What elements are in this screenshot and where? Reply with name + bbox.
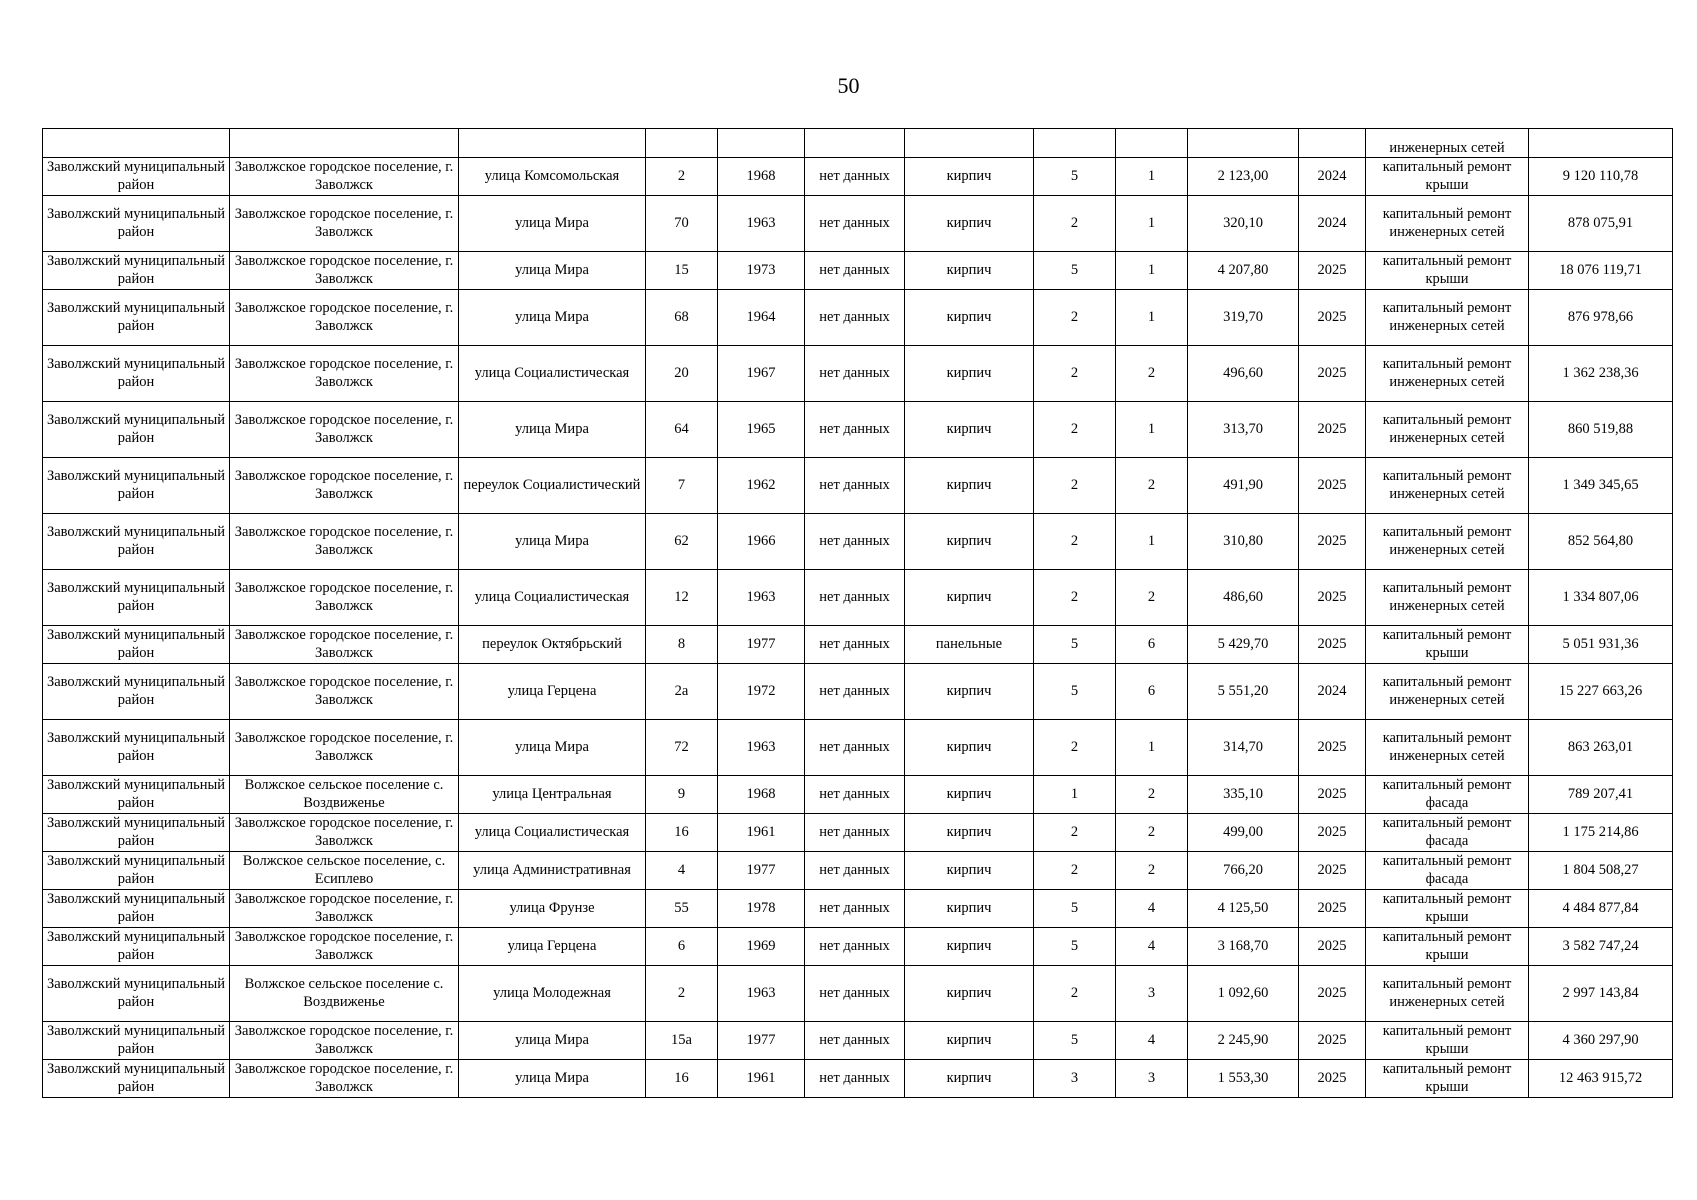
- cell-settlement: Волжское сельское поселение с. Воздвиженье: [230, 776, 459, 814]
- table-row: [43, 346, 1673, 402]
- cell-house: 72: [646, 720, 718, 776]
- cell-walls: кирпич: [905, 514, 1034, 570]
- cell-walls: кирпич: [905, 290, 1034, 346]
- cell-work: капитальный ремонт крыши: [1366, 626, 1529, 664]
- cell-street: улица Фрунзе: [459, 890, 646, 928]
- table-body: [43, 129, 1673, 1098]
- table-row: [43, 890, 1673, 928]
- cell-floors: 5: [1034, 928, 1116, 966]
- cell-floors: 5: [1034, 664, 1116, 720]
- cell-house: 62: [646, 514, 718, 570]
- cell-area: 5 429,70: [1188, 626, 1299, 664]
- cell-floors: 2: [1034, 570, 1116, 626]
- cell-district: Заволжский муниципальный район: [43, 570, 230, 626]
- cell-work: капитальный ремонт инженерных сетей: [1366, 966, 1529, 1022]
- cell-year-built: [718, 129, 805, 158]
- cell-cost: 18 076 119,71: [1529, 252, 1673, 290]
- cell-area: 5 551,20: [1188, 664, 1299, 720]
- cell-area: 320,10: [1188, 196, 1299, 252]
- table-row: [43, 514, 1673, 570]
- cell-walls: кирпич: [905, 196, 1034, 252]
- cell-year-repair: нет данных: [805, 196, 905, 252]
- cell-walls: панельные: [905, 626, 1034, 664]
- cell-floors: 3: [1034, 1060, 1116, 1098]
- cell-settlement: Волжское сельское поселение с. Воздвиженье: [230, 966, 459, 1022]
- cell-year-built: 1967: [718, 346, 805, 402]
- cell-year-built: 1966: [718, 514, 805, 570]
- cell-year: 2025: [1299, 252, 1366, 290]
- cell-settlement: Заволжское городское поселение, г. Заволжск: [230, 664, 459, 720]
- cell-year-built: 1977: [718, 1022, 805, 1060]
- cell-year-repair: нет данных: [805, 928, 905, 966]
- cell-entrances: [1116, 129, 1188, 158]
- cell-area: [1188, 129, 1299, 158]
- cell-cost: 15 227 663,26: [1529, 664, 1673, 720]
- cell-year: 2025: [1299, 1060, 1366, 1098]
- cell-area: 2 123,00: [1188, 158, 1299, 196]
- cell-year: 2025: [1299, 776, 1366, 814]
- cell-settlement: Заволжское городское поселение, г. Заволжск: [230, 928, 459, 966]
- table-row: [43, 664, 1673, 720]
- cell-settlement: Заволжское городское поселение, г. Заволжск: [230, 252, 459, 290]
- cell-street: улица Социалистическая: [459, 346, 646, 402]
- cell-work: капитальный ремонт крыши: [1366, 252, 1529, 290]
- cell-year-built: 1963: [718, 570, 805, 626]
- cell-area: 499,00: [1188, 814, 1299, 852]
- cell-street: улица Мира: [459, 514, 646, 570]
- cell-district: Заволжский муниципальный район: [43, 196, 230, 252]
- cell-year: 2025: [1299, 402, 1366, 458]
- cell-walls: кирпич: [905, 966, 1034, 1022]
- cell-work: капитальный ремонт крыши: [1366, 158, 1529, 196]
- cell-year-built: 1969: [718, 928, 805, 966]
- cell-year-built: 1964: [718, 290, 805, 346]
- cell-street: улица Мира: [459, 290, 646, 346]
- table-row: [43, 129, 1673, 158]
- cell-floors: 2: [1034, 196, 1116, 252]
- cell-year-repair: нет данных: [805, 252, 905, 290]
- cell-area: 491,90: [1188, 458, 1299, 514]
- cell-floors: 2: [1034, 720, 1116, 776]
- cell-year-built: 1978: [718, 890, 805, 928]
- cell-entrances: 1: [1116, 158, 1188, 196]
- cell-house: 16: [646, 814, 718, 852]
- cell-work: капитальный ремонт крыши: [1366, 928, 1529, 966]
- cell-street: улица Мира: [459, 1060, 646, 1098]
- cell-floors: 2: [1034, 290, 1116, 346]
- cell-year-repair: нет данных: [805, 664, 905, 720]
- cell-cost: 3 582 747,24: [1529, 928, 1673, 966]
- table-row: [43, 814, 1673, 852]
- cell-walls: кирпич: [905, 664, 1034, 720]
- cell-settlement: Заволжское городское поселение, г. Заволжск: [230, 570, 459, 626]
- cell-work: капитальный ремонт инженерных сетей: [1366, 458, 1529, 514]
- cell-area: 4 125,50: [1188, 890, 1299, 928]
- cell-street: улица Мира: [459, 720, 646, 776]
- cell-settlement: Заволжское городское поселение, г. Заволжск: [230, 626, 459, 664]
- cell-settlement: Заволжское городское поселение, г. Заволжск: [230, 402, 459, 458]
- cell-year-repair: нет данных: [805, 402, 905, 458]
- cell-work: капитальный ремонт инженерных сетей: [1366, 196, 1529, 252]
- cell-area: 496,60: [1188, 346, 1299, 402]
- cell-settlement: Заволжское городское поселение, г. Заволжск: [230, 346, 459, 402]
- cell-walls: кирпич: [905, 346, 1034, 402]
- cell-entrances: 6: [1116, 664, 1188, 720]
- cell-district: Заволжский муниципальный район: [43, 1022, 230, 1060]
- table-row: [43, 626, 1673, 664]
- cell-district: Заволжский муниципальный район: [43, 402, 230, 458]
- cell-floors: 1: [1034, 776, 1116, 814]
- cell-cost: 1 334 807,06: [1529, 570, 1673, 626]
- cell-entrances: 2: [1116, 776, 1188, 814]
- cell-year-repair: нет данных: [805, 776, 905, 814]
- cell-cost: 1 175 214,86: [1529, 814, 1673, 852]
- cell-work: капитальный ремонт крыши: [1366, 1022, 1529, 1060]
- cell-work: инженерных сетей: [1366, 129, 1529, 158]
- cell-year: 2025: [1299, 814, 1366, 852]
- cell-house: 9: [646, 776, 718, 814]
- cell-entrances: 1: [1116, 514, 1188, 570]
- cell-floors: 2: [1034, 402, 1116, 458]
- cell-street: [459, 129, 646, 158]
- cell-year-built: 1961: [718, 1060, 805, 1098]
- cell-house: 2: [646, 158, 718, 196]
- cell-entrances: 1: [1116, 196, 1188, 252]
- cell-year-repair: нет данных: [805, 890, 905, 928]
- cell-house: 12: [646, 570, 718, 626]
- cell-year-repair: нет данных: [805, 458, 905, 514]
- table-row: [43, 1022, 1673, 1060]
- cell-street: улица Административная: [459, 852, 646, 890]
- cell-street: улица Центральная: [459, 776, 646, 814]
- cell-area: 319,70: [1188, 290, 1299, 346]
- cell-district: Заволжский муниципальный район: [43, 158, 230, 196]
- cell-settlement: Заволжское городское поселение, г. Заволжск: [230, 814, 459, 852]
- cell-house: 64: [646, 402, 718, 458]
- cell-settlement: Волжское сельское поселение, с. Есиплево: [230, 852, 459, 890]
- cell-work: капитальный ремонт инженерных сетей: [1366, 290, 1529, 346]
- cell-house: 7: [646, 458, 718, 514]
- cell-cost: 2 997 143,84: [1529, 966, 1673, 1022]
- cell-cost: 9 120 110,78: [1529, 158, 1673, 196]
- cell-floors: 5: [1034, 158, 1116, 196]
- cell-entrances: 2: [1116, 814, 1188, 852]
- cell-house: 70: [646, 196, 718, 252]
- cell-year-repair: нет данных: [805, 158, 905, 196]
- cell-work: капитальный ремонт инженерных сетей: [1366, 402, 1529, 458]
- cell-entrances: 3: [1116, 1060, 1188, 1098]
- cell-work: капитальный ремонт фасада: [1366, 776, 1529, 814]
- cell-year-repair: нет данных: [805, 290, 905, 346]
- cell-settlement: Заволжское городское поселение, г. Заволжск: [230, 458, 459, 514]
- cell-street: улица Герцена: [459, 928, 646, 966]
- cell-year: 2025: [1299, 290, 1366, 346]
- cell-street: улица Мира: [459, 1022, 646, 1060]
- cell-walls: кирпич: [905, 158, 1034, 196]
- cell-entrances: 1: [1116, 252, 1188, 290]
- cell-settlement: Заволжское городское поселение, г. Заволжск: [230, 196, 459, 252]
- cell-work: капитальный ремонт крыши: [1366, 1060, 1529, 1098]
- cell-cost: 789 207,41: [1529, 776, 1673, 814]
- cell-year-built: 1962: [718, 458, 805, 514]
- cell-cost: [1529, 129, 1673, 158]
- cell-walls: кирпич: [905, 1022, 1034, 1060]
- cell-year: 2025: [1299, 458, 1366, 514]
- cell-settlement: Заволжское городское поселение, г. Заволжск: [230, 290, 459, 346]
- cell-district: Заволжский муниципальный район: [43, 664, 230, 720]
- cell-district: Заволжский муниципальный район: [43, 626, 230, 664]
- cell-work: капитальный ремонт инженерных сетей: [1366, 570, 1529, 626]
- cell-walls: кирпич: [905, 890, 1034, 928]
- cell-district: Заволжский муниципальный район: [43, 290, 230, 346]
- cell-district: Заволжский муниципальный район: [43, 814, 230, 852]
- cell-year: 2024: [1299, 664, 1366, 720]
- cell-entrances: 3: [1116, 966, 1188, 1022]
- cell-district: Заволжский муниципальный район: [43, 852, 230, 890]
- cell-area: 1 092,60: [1188, 966, 1299, 1022]
- cell-year-built: 1977: [718, 852, 805, 890]
- table-row: [43, 570, 1673, 626]
- cell-street: улица Герцена: [459, 664, 646, 720]
- cell-area: 486,60: [1188, 570, 1299, 626]
- cell-district: Заволжский муниципальный район: [43, 346, 230, 402]
- cell-cost: 4 484 877,84: [1529, 890, 1673, 928]
- cell-entrances: 2: [1116, 458, 1188, 514]
- cell-year: 2025: [1299, 626, 1366, 664]
- cell-entrances: 4: [1116, 1022, 1188, 1060]
- cell-year-repair: нет данных: [805, 346, 905, 402]
- cell-floors: 5: [1034, 890, 1116, 928]
- cell-entrances: 1: [1116, 720, 1188, 776]
- cell-floors: 2: [1034, 346, 1116, 402]
- cell-work: капитальный ремонт крыши: [1366, 890, 1529, 928]
- cell-year-repair: нет данных: [805, 626, 905, 664]
- cell-entrances: 1: [1116, 402, 1188, 458]
- cell-year-repair: нет данных: [805, 814, 905, 852]
- cell-house: 68: [646, 290, 718, 346]
- cell-floors: 2: [1034, 514, 1116, 570]
- cell-settlement: Заволжское городское поселение, г. Заволжск: [230, 514, 459, 570]
- table-row: [43, 1060, 1673, 1098]
- cell-district: Заволжский муниципальный район: [43, 890, 230, 928]
- cell-house: 2: [646, 966, 718, 1022]
- housing-repair-table: [42, 128, 1673, 1098]
- cell-house: 15: [646, 252, 718, 290]
- cell-house: 6: [646, 928, 718, 966]
- cell-area: 3 168,70: [1188, 928, 1299, 966]
- cell-street: улица Молодежная: [459, 966, 646, 1022]
- cell-floors: 2: [1034, 458, 1116, 514]
- cell-year-repair: нет данных: [805, 852, 905, 890]
- cell-street: улица Мира: [459, 402, 646, 458]
- cell-floors: [1034, 129, 1116, 158]
- cell-area: 335,10: [1188, 776, 1299, 814]
- cell-year: 2025: [1299, 720, 1366, 776]
- cell-street: улица Социалистическая: [459, 814, 646, 852]
- cell-cost: 860 519,88: [1529, 402, 1673, 458]
- table-row: [43, 158, 1673, 196]
- cell-cost: 1 362 238,36: [1529, 346, 1673, 402]
- cell-street: переулок Октябрьский: [459, 626, 646, 664]
- cell-floors: 2: [1034, 966, 1116, 1022]
- cell-work: капитальный ремонт инженерных сетей: [1366, 720, 1529, 776]
- cell-entrances: 2: [1116, 570, 1188, 626]
- cell-entrances: 6: [1116, 626, 1188, 664]
- cell-floors: 2: [1034, 814, 1116, 852]
- cell-work: капитальный ремонт фасада: [1366, 852, 1529, 890]
- cell-area: 314,70: [1188, 720, 1299, 776]
- cell-house: 4: [646, 852, 718, 890]
- cell-house: 16: [646, 1060, 718, 1098]
- cell-entrances: 2: [1116, 346, 1188, 402]
- cell-year-built: 1973: [718, 252, 805, 290]
- table-row: [43, 720, 1673, 776]
- cell-area: 4 207,80: [1188, 252, 1299, 290]
- cell-year-built: 1968: [718, 776, 805, 814]
- cell-walls: кирпич: [905, 720, 1034, 776]
- cell-area: 313,70: [1188, 402, 1299, 458]
- table-row: [43, 928, 1673, 966]
- cell-cost: 876 978,66: [1529, 290, 1673, 346]
- cell-floors: 5: [1034, 626, 1116, 664]
- table-row: [43, 196, 1673, 252]
- cell-district: Заволжский муниципальный район: [43, 720, 230, 776]
- cell-year: 2025: [1299, 966, 1366, 1022]
- table-row: [43, 402, 1673, 458]
- cell-street: улица Комсомольская: [459, 158, 646, 196]
- cell-settlement: Заволжское городское поселение, г. Заволжск: [230, 158, 459, 196]
- cell-house: 55: [646, 890, 718, 928]
- cell-cost: 5 051 931,36: [1529, 626, 1673, 664]
- cell-entrances: 4: [1116, 890, 1188, 928]
- cell-district: [43, 129, 230, 158]
- cell-year: [1299, 129, 1366, 158]
- cell-area: 2 245,90: [1188, 1022, 1299, 1060]
- cell-year-built: 1963: [718, 196, 805, 252]
- cell-walls: кирпич: [905, 1060, 1034, 1098]
- table-row: [43, 966, 1673, 1022]
- cell-year: 2025: [1299, 514, 1366, 570]
- cell-walls: кирпич: [905, 814, 1034, 852]
- cell-area: 1 553,30: [1188, 1060, 1299, 1098]
- cell-floors: 2: [1034, 852, 1116, 890]
- table-row: [43, 458, 1673, 514]
- cell-year-built: 1977: [718, 626, 805, 664]
- cell-walls: кирпич: [905, 252, 1034, 290]
- cell-district: Заволжский муниципальный район: [43, 928, 230, 966]
- cell-walls: кирпич: [905, 928, 1034, 966]
- cell-house: 20: [646, 346, 718, 402]
- cell-work: капитальный ремонт инженерных сетей: [1366, 514, 1529, 570]
- table-row: [43, 776, 1673, 814]
- cell-house: 8: [646, 626, 718, 664]
- cell-year-built: 1961: [718, 814, 805, 852]
- cell-year: 2025: [1299, 890, 1366, 928]
- cell-cost: 852 564,80: [1529, 514, 1673, 570]
- cell-entrances: 1: [1116, 290, 1188, 346]
- page-number: 50: [837, 73, 860, 98]
- cell-year-repair: нет данных: [805, 570, 905, 626]
- cell-year-built: 1965: [718, 402, 805, 458]
- cell-year-repair: нет данных: [805, 966, 905, 1022]
- cell-year: 2025: [1299, 928, 1366, 966]
- cell-settlement: Заволжское городское поселение, г. Заволжск: [230, 1060, 459, 1098]
- cell-year-built: 1968: [718, 158, 805, 196]
- cell-district: Заволжский муниципальный район: [43, 776, 230, 814]
- cell-district: Заволжский муниципальный район: [43, 966, 230, 1022]
- cell-settlement: Заволжское городское поселение, г. Заволжск: [230, 890, 459, 928]
- cell-year: 2024: [1299, 158, 1366, 196]
- cell-year: 2025: [1299, 570, 1366, 626]
- cell-year-built: 1963: [718, 966, 805, 1022]
- cell-settlement: Заволжское городское поселение, г. Заволжск: [230, 1022, 459, 1060]
- cell-floors: 5: [1034, 1022, 1116, 1060]
- table-row: [43, 290, 1673, 346]
- cell-walls: [905, 129, 1034, 158]
- cell-year-repair: нет данных: [805, 1022, 905, 1060]
- cell-floors: 5: [1034, 252, 1116, 290]
- cell-year: 2025: [1299, 1022, 1366, 1060]
- cell-year: 2024: [1299, 196, 1366, 252]
- cell-cost: 12 463 915,72: [1529, 1060, 1673, 1098]
- cell-area: 766,20: [1188, 852, 1299, 890]
- cell-year: 2025: [1299, 346, 1366, 402]
- cell-cost: 1 804 508,27: [1529, 852, 1673, 890]
- cell-work: капитальный ремонт фасада: [1366, 814, 1529, 852]
- cell-work: капитальный ремонт инженерных сетей: [1366, 346, 1529, 402]
- cell-district: Заволжский муниципальный район: [43, 252, 230, 290]
- cell-year-repair: нет данных: [805, 720, 905, 776]
- cell-walls: кирпич: [905, 402, 1034, 458]
- cell-year-built: 1972: [718, 664, 805, 720]
- cell-district: Заволжский муниципальный район: [43, 514, 230, 570]
- cell-cost: 878 075,91: [1529, 196, 1673, 252]
- cell-year-built: 1963: [718, 720, 805, 776]
- cell-street: переулок Социалистический: [459, 458, 646, 514]
- cell-area: 310,80: [1188, 514, 1299, 570]
- cell-settlement: [230, 129, 459, 158]
- cell-year-repair: [805, 129, 905, 158]
- cell-house: 15а: [646, 1022, 718, 1060]
- cell-settlement: Заволжское городское поселение, г. Заволжск: [230, 720, 459, 776]
- cell-year: 2025: [1299, 852, 1366, 890]
- cell-walls: кирпич: [905, 570, 1034, 626]
- cell-district: Заволжский муниципальный район: [43, 458, 230, 514]
- cell-cost: 863 263,01: [1529, 720, 1673, 776]
- table-row: [43, 852, 1673, 890]
- cell-street: улица Мира: [459, 196, 646, 252]
- table-row: [43, 252, 1673, 290]
- cell-entrances: 2: [1116, 852, 1188, 890]
- cell-street: улица Мира: [459, 252, 646, 290]
- cell-street: улица Социалистическая: [459, 570, 646, 626]
- cell-walls: кирпич: [905, 852, 1034, 890]
- cell-walls: кирпич: [905, 458, 1034, 514]
- cell-house: 2а: [646, 664, 718, 720]
- cell-work: капитальный ремонт инженерных сетей: [1366, 664, 1529, 720]
- cell-cost: 1 349 345,65: [1529, 458, 1673, 514]
- cell-walls: кирпич: [905, 776, 1034, 814]
- cell-entrances: 4: [1116, 928, 1188, 966]
- cell-house: [646, 129, 718, 158]
- cell-year-repair: нет данных: [805, 514, 905, 570]
- cell-year-repair: нет данных: [805, 1060, 905, 1098]
- cell-district: Заволжский муниципальный район: [43, 1060, 230, 1098]
- cell-cost: 4 360 297,90: [1529, 1022, 1673, 1060]
